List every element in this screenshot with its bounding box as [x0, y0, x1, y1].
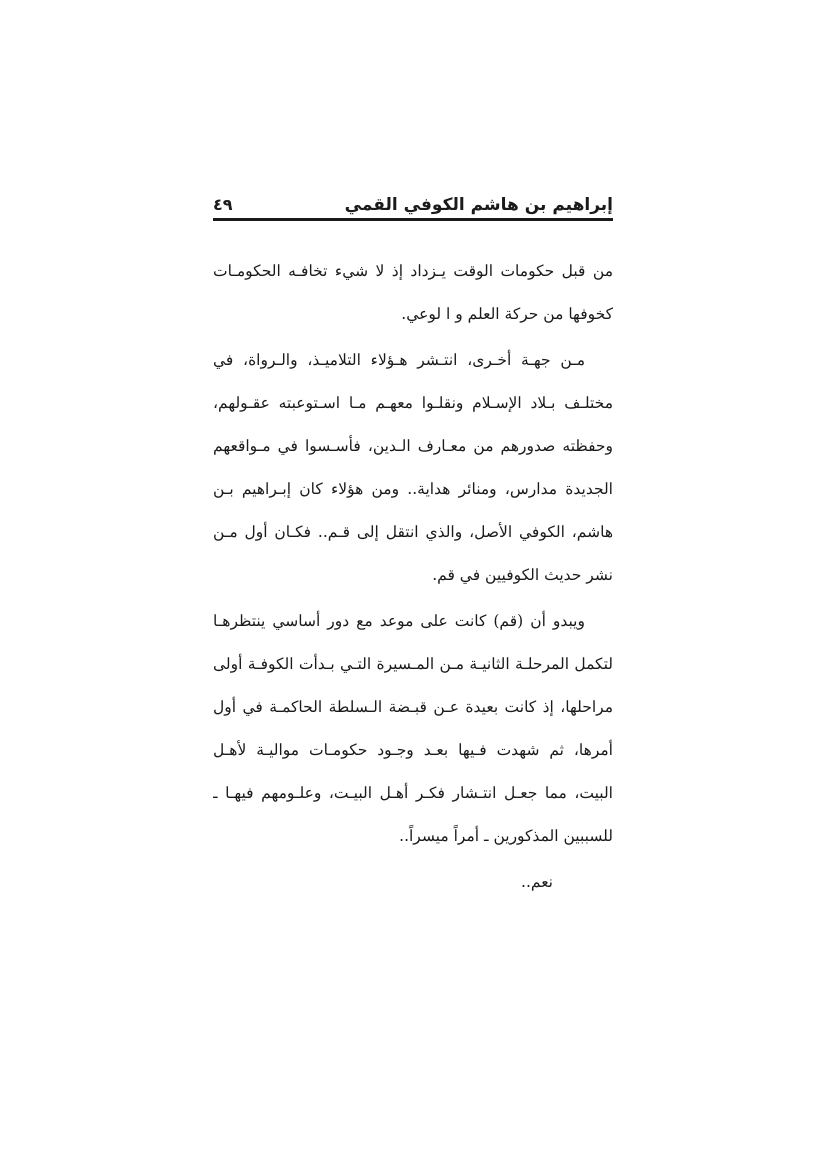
text-line: الجديدة مدارس، ومنائر هداية.. ومن هؤلاء كان إبـراهيم بـن	[213, 480, 613, 498]
text-line: هاشم، الكوفي الأصل، والذي انتقل إلى قـم.. فكـان أول مـن	[213, 523, 613, 541]
text-line: وحفظته صدورهم من معـارف الـدين، فأسـسوا في مـواقعهم	[213, 437, 613, 455]
body-text	[213, 250, 613, 904]
running-title: إبراهيم بن هاشم الكوفي القمي	[344, 195, 613, 215]
text-line: مـن جهـة أخـرى، انتـشر هـؤلاء التلاميـذ، والـرواة، في	[213, 351, 585, 369]
paragraph	[213, 250, 613, 336]
text-line: أمرها، ثم شهدت فـيها بعـد وجـود حكومـات مواليـة لأهـل	[213, 741, 613, 759]
text-line: مراحلها، إذ كانت بعيدة عـن قبـضة الـسلطة الحاكمـة في أول	[213, 698, 613, 716]
text-line: للسببين المذكورين ـ أمراً ميسراً..	[399, 827, 613, 845]
running-header	[213, 193, 613, 219]
text-line: من قبل حكومات الوقت يـزداد إذ لا شيء تخافـه الحكومـات	[213, 262, 613, 280]
text-line: البيت، مما جعـل انتـشار فكـر أهـل البيـت، وعلـومهم فيهـا ـ	[213, 784, 613, 802]
text-line: مختلـف بـلاد الإسـلام ونقلـوا معهـم مـا اسـتوعبته عقـولهم،	[213, 394, 613, 412]
text-line: ويبدو أن (قم) كانت على موعد مع دور أساسي ينتظرهـا	[213, 612, 585, 630]
text-line: لتكمل المرحلـة الثانيـة مـن المـسيرة التـي بـدأت الكوفـة أولى	[213, 655, 613, 673]
header-rule	[213, 218, 613, 221]
text-line: نشر حديث الكوفيين في قم.	[432, 566, 613, 584]
text-line: كخوفها من حركة العلم و ا لوعي.	[401, 305, 613, 323]
paragraph	[213, 339, 613, 597]
page-number: ٤٩	[213, 195, 233, 214]
paragraph	[213, 600, 613, 858]
closing-line: نعم..	[521, 873, 553, 891]
